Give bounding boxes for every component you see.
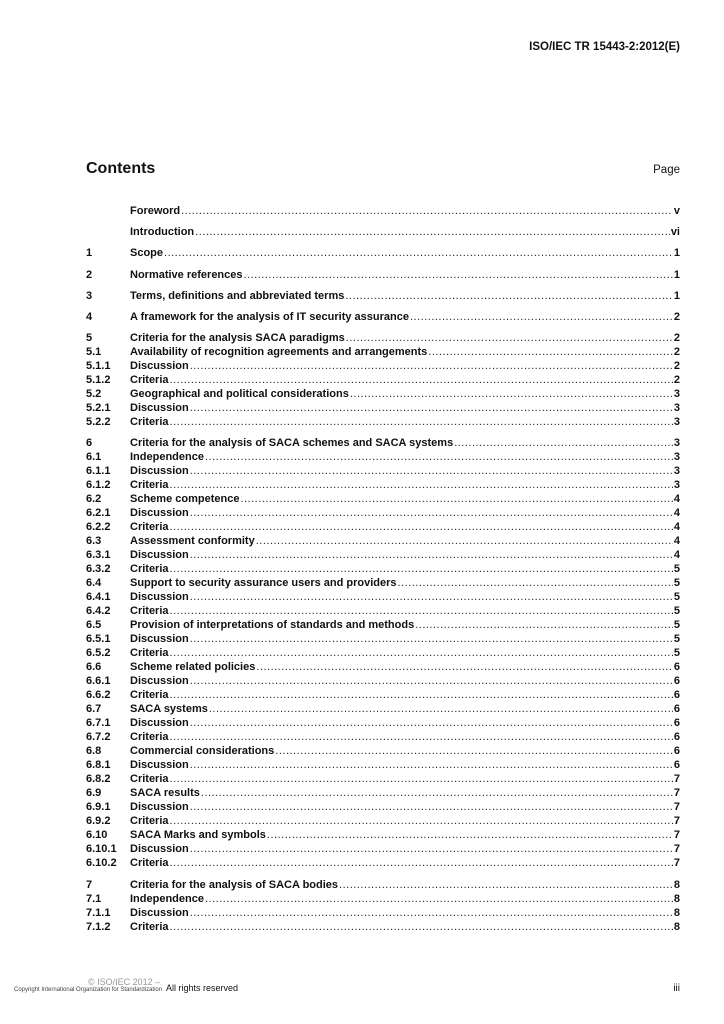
toc-dot-leader: [346, 331, 673, 345]
toc-entry-title: Criteria: [130, 374, 169, 387]
toc-entry-title: Geographical and political considerations: [130, 388, 349, 401]
toc-entry-page: 6: [673, 675, 680, 688]
toc-entry-title: Criteria: [130, 521, 169, 534]
toc-dot-leader: [170, 415, 673, 429]
toc-entry-title: Discussion: [130, 549, 189, 562]
toc-dot-leader: [256, 660, 673, 674]
toc-entry-title: Criteria for the analysis SACA paradigms: [130, 332, 345, 345]
toc-entry-page: 5: [673, 577, 680, 590]
toc-entry-title: Criteria: [130, 815, 169, 828]
toc-entry-number: 6.7.1: [86, 717, 111, 730]
toc-entry-number: 6: [86, 437, 93, 450]
toc-entry-title: Criteria: [130, 689, 169, 702]
toc-entry-page: 5: [673, 591, 680, 604]
toc-entry-page: 4: [673, 521, 680, 534]
toc-entry-page: 6: [673, 731, 680, 744]
toc-entry-page: 4: [673, 493, 680, 506]
toc-entry-page: 8: [673, 892, 680, 905]
toc-entry-title: Terms, definitions and abbreviated terms: [130, 289, 345, 302]
toc-dot-leader: [410, 310, 673, 324]
toc-entry-page: 6: [673, 689, 680, 702]
footer-copyright: All rights reserved: [166, 983, 239, 993]
toc-entry-page: 3: [673, 388, 680, 401]
toc-entry-page: 2: [673, 374, 680, 387]
toc-entry[interactable]: [86, 702, 680, 716]
toc-entry[interactable]: [86, 688, 680, 702]
toc-entry-page: 6: [673, 717, 680, 730]
toc-dot-leader: [190, 590, 673, 604]
toc-entry-title: Discussion: [130, 843, 189, 856]
toc-dot-leader: [170, 604, 673, 618]
footer-iso-mark: © ISO/IEC 2012 –: [88, 977, 161, 987]
toc-entry[interactable]: [86, 520, 680, 534]
toc-dot-leader: [170, 730, 673, 744]
toc-dot-leader: [170, 772, 673, 786]
toc-entry[interactable]: [86, 906, 680, 920]
toc-entry-title: A framework for the analysis of IT security assurance: [130, 310, 409, 323]
footer-copyright-overlay: Copyright International Organization for Standardization: [14, 987, 163, 993]
toc-entry-title: Foreword: [130, 205, 181, 217]
toc-entry[interactable]: [86, 646, 680, 660]
toc-dot-leader: [190, 401, 673, 415]
toc-entry-page: 3: [673, 437, 680, 450]
toc-dot-leader: [398, 576, 673, 590]
toc-entry-number: 6.9.2: [86, 815, 111, 828]
toc-entry[interactable]: [86, 576, 680, 590]
toc-entry[interactable]: [86, 590, 680, 604]
toc-entry-number: 1: [86, 247, 93, 260]
toc-entry-page: 2: [673, 346, 680, 359]
toc-entry-title: Introduction: [130, 226, 195, 239]
toc-entry-number: 5.2.2: [86, 416, 111, 429]
toc-entry[interactable]: [86, 562, 680, 576]
toc-entry-page: 5: [673, 619, 680, 632]
toc-dot-leader: [205, 450, 673, 464]
toc-entry[interactable]: [86, 856, 680, 870]
toc-entry[interactable]: [86, 492, 680, 506]
toc-entry[interactable]: [86, 225, 680, 239]
toc-entry-number: 6.10.1: [86, 843, 117, 856]
toc-dot-leader: [190, 359, 673, 373]
toc-entry-number: 6.2.1: [86, 507, 111, 520]
toc-dot-leader: [195, 225, 670, 239]
toc-dot-leader: [415, 618, 673, 632]
toc-entry[interactable]: [86, 772, 680, 786]
toc-entry[interactable]: [86, 814, 680, 828]
toc-entry-number: 6.2: [86, 493, 102, 506]
toc-entry-number: 6.3.2: [86, 563, 111, 576]
toc-entry-number: 6.8.2: [86, 773, 111, 786]
toc-entry-title: Independence: [130, 451, 204, 464]
toc-entry-number: 6.10.2: [86, 857, 117, 870]
toc-entry-number: 6.10: [86, 829, 108, 842]
toc-entry-number: 6.1: [86, 451, 102, 464]
toc-entry-title: Support to security assurance users and providers: [130, 577, 397, 590]
page-column-label: Page: [653, 164, 680, 176]
toc-entry-page: 5: [673, 647, 680, 660]
toc-dot-leader: [170, 688, 673, 702]
toc-dot-leader: [190, 506, 673, 520]
toc-entry-number: 6.7: [86, 703, 102, 716]
toc-entry-number: 5.1.1: [86, 360, 111, 373]
toc-entry-page: 1: [673, 268, 680, 281]
toc-dot-leader: [275, 744, 673, 758]
toc-entry-page: 8: [673, 878, 680, 891]
toc-entry-number: 7.1: [86, 892, 102, 905]
toc-entry-page: 3: [673, 465, 680, 478]
toc-entry-number: 6.5.1: [86, 633, 111, 646]
toc-dot-leader: [244, 268, 673, 282]
toc-entry[interactable]: [86, 674, 680, 688]
toc-entry[interactable]: [86, 920, 680, 934]
toc-entry-page: 3: [673, 402, 680, 415]
toc-entry-number: 7.1.2: [86, 920, 111, 933]
toc-entry-number: 5.1.2: [86, 374, 111, 387]
toc-entry-number: 6.4.1: [86, 591, 111, 604]
toc-entry-page: 4: [673, 549, 680, 562]
toc-entry-number: 6.6: [86, 661, 102, 674]
toc-dot-leader: [190, 632, 673, 646]
toc-entry-title: Availability of recognition agreements and arrangements: [130, 346, 428, 359]
toc-dot-leader: [350, 387, 673, 401]
toc-entry-number: 7.1.1: [86, 906, 111, 919]
toc-entry-title: Discussion: [130, 465, 189, 478]
toc-entry[interactable]: [86, 758, 680, 772]
toc-entry-page: 7: [673, 773, 680, 786]
toc-entry[interactable]: [86, 268, 680, 282]
toc-entry[interactable]: [86, 331, 680, 345]
toc-entry-title: Criteria: [130, 731, 169, 744]
toc-dot-leader: [454, 436, 673, 450]
toc-entry-title: Provision of interpretations of standards and methods: [130, 619, 415, 632]
toc-entry[interactable]: [86, 450, 680, 464]
table-of-contents: [86, 204, 680, 934]
toc-entry-page: 8: [673, 906, 680, 919]
toc-entry[interactable]: [86, 359, 680, 373]
toc-dot-leader: [240, 492, 672, 506]
toc-entry-title: Criteria for the analysis of SACA bodies: [130, 878, 339, 891]
toc-entry-number: 3: [86, 289, 93, 302]
toc-dot-leader: [201, 786, 673, 800]
toc-entry[interactable]: [86, 548, 680, 562]
toc-entry-number: 6.8: [86, 745, 102, 758]
toc-entry-page: 7: [673, 829, 680, 842]
toc-entry-title: SACA Marks and symbols: [130, 829, 266, 842]
toc-entry-number: 2: [86, 268, 93, 281]
toc-entry[interactable]: [86, 618, 680, 632]
toc-dot-leader: [190, 842, 673, 856]
toc-entry-page: 1: [673, 289, 680, 302]
toc-dot-leader: [205, 892, 673, 906]
toc-entry-title: Discussion: [130, 675, 189, 688]
toc-dot-leader: [170, 562, 673, 576]
toc-entry-title: Independence: [130, 892, 204, 905]
toc-entry-number: 6.4: [86, 577, 102, 590]
toc-entry-page: 7: [673, 857, 680, 870]
toc-entry-page: 2: [673, 332, 680, 345]
toc-entry-number: 5.1: [86, 346, 102, 359]
toc-entry-page: 5: [673, 563, 680, 576]
toc-entry-title: Criteria for the analysis of SACA schemes and SACA systems: [130, 437, 454, 450]
toc-dot-leader: [190, 548, 673, 562]
toc-entry[interactable]: [86, 373, 680, 387]
toc-entry-number: 6.4.2: [86, 605, 111, 618]
toc-entry-page: 6: [673, 703, 680, 716]
toc-entry[interactable]: [86, 730, 680, 744]
toc-dot-leader: [190, 758, 673, 772]
toc-entry-page: 5: [673, 633, 680, 646]
toc-entry-page: 7: [673, 815, 680, 828]
toc-entry-page: 2: [673, 310, 680, 323]
toc-dot-leader: [190, 906, 673, 920]
toc-entry-number: 6.3: [86, 535, 102, 548]
toc-entry[interactable]: [86, 604, 680, 618]
toc-entry-title: Criteria: [130, 605, 169, 618]
toc-entry-page: 4: [673, 507, 680, 520]
toc-dot-leader: [170, 520, 673, 534]
toc-entry[interactable]: [86, 506, 680, 520]
toc-entry[interactable]: [86, 828, 680, 842]
toc-dot-leader: [428, 345, 673, 359]
toc-entry-title: Discussion: [130, 591, 189, 604]
toc-entry-number: 6.1.1: [86, 465, 111, 478]
toc-entry-number: 5.2.1: [86, 402, 111, 415]
toc-entry-title: Criteria: [130, 920, 169, 933]
toc-entry-title: Discussion: [130, 906, 189, 919]
toc-entry[interactable]: [86, 800, 680, 814]
toc-entry-title: Discussion: [130, 633, 189, 646]
toc-entry[interactable]: [86, 716, 680, 730]
toc-entry-page: 7: [673, 787, 680, 800]
toc-entry[interactable]: [86, 415, 680, 429]
toc-entry[interactable]: [86, 892, 680, 906]
toc-entry[interactable]: [86, 842, 680, 856]
toc-dot-leader: [209, 702, 673, 716]
toc-entry[interactable]: [86, 478, 680, 492]
toc-entry[interactable]: [86, 534, 680, 548]
toc-dot-leader: [190, 674, 673, 688]
toc-entry-number: 4: [86, 310, 93, 323]
toc-entry[interactable]: [86, 345, 680, 359]
toc-entry[interactable]: [86, 786, 680, 800]
toc-entry-title: Discussion: [130, 360, 189, 373]
toc-entry-title: Discussion: [130, 402, 189, 415]
toc-entry-page: 4: [673, 535, 680, 548]
toc-entry-number: 6.7.2: [86, 731, 111, 744]
toc-entry-title: SACA results: [130, 787, 200, 800]
toc-entry-number: 6.6.1: [86, 675, 111, 688]
toc-entry-page: 7: [673, 801, 680, 814]
toc-entry-title: Criteria: [130, 416, 169, 429]
toc-entry-title: Criteria: [130, 647, 169, 660]
toc-entry[interactable]: [86, 660, 680, 674]
toc-entry[interactable]: [86, 878, 680, 892]
toc-entry-number: 5.2: [86, 388, 102, 401]
toc-entry-page: 2: [673, 360, 680, 373]
toc-entry-title: Normative references: [130, 268, 243, 281]
toc-entry-number: 5: [86, 332, 93, 345]
toc-entry-page: 6: [673, 661, 680, 674]
toc-entry-number: 6.5.2: [86, 647, 111, 660]
toc-dot-leader: [345, 289, 673, 303]
toc-entry[interactable]: [86, 289, 680, 303]
toc-entry-title: Criteria: [130, 479, 169, 492]
toc-dot-leader: [170, 478, 673, 492]
toc-entry-page: 7: [673, 843, 680, 856]
toc-dot-leader: [170, 814, 673, 828]
toc-dot-leader: [190, 716, 673, 730]
toc-entry-number: 6.3.1: [86, 549, 111, 562]
toc-entry-title: Assessment conformity: [130, 535, 255, 548]
toc-dot-leader: [170, 646, 673, 660]
toc-entry-page: 5: [673, 605, 680, 618]
toc-entry[interactable]: [86, 632, 680, 646]
toc-entry[interactable]: [86, 401, 680, 415]
toc-entry-page: 6: [673, 759, 680, 772]
toc-dot-leader: [170, 856, 673, 870]
toc-dot-leader: [267, 828, 673, 842]
toc-entry-number: 6.1.2: [86, 479, 111, 492]
toc-entry-title: Discussion: [130, 759, 189, 772]
toc-entry-title: Criteria: [130, 857, 169, 870]
toc-entry-title: Commercial considerations: [130, 745, 275, 758]
toc-dot-leader: [170, 920, 673, 934]
toc-entry-title: Criteria: [130, 563, 169, 576]
toc-entry-page: 1: [673, 247, 680, 260]
toc-entry-page: 3: [673, 451, 680, 464]
toc-entry[interactable]: [86, 744, 680, 758]
toc-entry-title: Scheme related policies: [130, 661, 256, 674]
toc-entry[interactable]: [86, 436, 680, 450]
toc-entry-title: Discussion: [130, 717, 189, 730]
toc-dot-leader: [190, 800, 673, 814]
toc-dot-leader: [339, 878, 673, 892]
toc-entry-page: v: [673, 205, 680, 217]
toc-entry-title: Discussion: [130, 801, 189, 814]
toc-entry-page: 3: [673, 479, 680, 492]
toc-entry[interactable]: [86, 204, 680, 218]
toc-entry-page: vi: [670, 226, 680, 239]
toc-entry-page: 6: [673, 745, 680, 758]
toc-entry[interactable]: [86, 310, 680, 324]
toc-entry-number: 6.2.2: [86, 521, 111, 534]
toc-dot-leader: [170, 373, 673, 387]
toc-dot-leader: [164, 246, 673, 260]
toc-entry-number: 6.5: [86, 619, 102, 632]
toc-entry-title: SACA systems: [130, 703, 208, 716]
toc-entry-number: 6.8.1: [86, 759, 111, 772]
toc-entry-page: 8: [673, 920, 680, 933]
document-identifier: ISO/IEC TR 15443-2:2012(E): [529, 41, 680, 53]
toc-dot-leader: [256, 534, 673, 548]
toc-entry-number: 7: [86, 878, 93, 891]
toc-entry-title: Discussion: [130, 507, 189, 520]
page-number: iii: [673, 983, 680, 994]
contents-heading: Contents: [86, 160, 156, 177]
toc-entry[interactable]: [86, 464, 680, 478]
toc-entry-page: 3: [673, 416, 680, 429]
toc-entry-title: Scope: [130, 247, 164, 260]
toc-entry-title: Scheme competence: [130, 493, 240, 506]
toc-entry-number: 6.9.1: [86, 801, 111, 814]
toc-entry-number: 6.6.2: [86, 689, 111, 702]
toc-dot-leader: [190, 464, 673, 478]
toc-entry-number: 6.9: [86, 787, 102, 800]
toc-entry[interactable]: [86, 387, 680, 401]
toc-entry-title: Criteria: [130, 773, 169, 786]
toc-dot-leader: [181, 204, 673, 218]
toc-entry[interactable]: [86, 246, 680, 260]
